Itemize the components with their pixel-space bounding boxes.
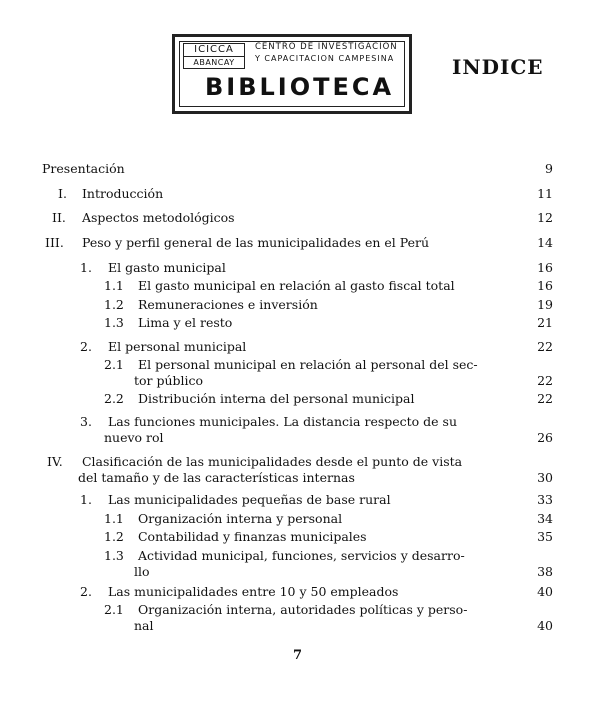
toc-text: El personal municipal en relación al personal del sec- [137,357,478,372]
toc-number: 3. [80,414,92,429]
toc-page: 30 [537,470,553,485]
toc-page: 11 [537,186,553,201]
stamp-line-2: Y CAPACITACION CAMPESINA [255,54,395,63]
toc-entry-continuation [134,373,203,389]
toc-page: 40 [537,618,553,633]
toc-number: 1. [80,492,92,507]
toc-text: Actividad municipal, funciones, servicios y desarro- [137,548,465,563]
toc-entry-personal-municipal [80,339,246,355]
toc-number: 1.3 [104,315,124,330]
toc-entry-organizacion [104,511,342,527]
toc-entry-distribucion [104,391,415,407]
library-stamp [172,34,412,114]
toc-number: 2. [80,339,92,354]
toc-entry-gasto-fiscal [104,278,455,294]
toc-page: 19 [537,297,553,312]
toc-page: 22 [537,339,553,354]
toc-page: 33 [537,492,553,507]
toc-text: Las municipalidades pequeñas de base rural [107,492,391,507]
toc-number: 1.2 [104,529,124,544]
toc-text-continued: nuevo rol [104,430,164,445]
toc-text: Las funciones municipales. La distancia respecto de su [107,414,458,429]
toc-page: 9 [545,161,553,176]
toc-entry-remuneraciones [104,297,318,313]
toc-page: 22 [537,373,553,388]
toc-page: 12 [537,210,553,225]
toc-page: 40 [537,584,553,599]
stamp-box-top: ICICCA [184,44,244,57]
toc-entry-presentacion [42,161,125,177]
toc-text: Presentación [42,161,125,176]
toc-entry-personal-sector [104,357,478,373]
toc-entry-continuation [134,618,154,634]
toc-page: 26 [537,430,553,445]
toc-number: I. [58,186,67,201]
toc-page: 22 [537,391,553,406]
toc-text: Remuneraciones e inversión [137,297,318,312]
toc-text: El gasto municipal [107,260,226,275]
toc-text-continued: tor público [134,373,204,388]
toc-text-continued: del tamaño y de las características internas [78,470,355,485]
toc-entry-actividad [104,548,465,564]
toc-page: 35 [537,529,553,544]
toc-number: 1.1 [104,511,124,526]
toc-text-continued: nal [134,618,154,633]
toc-page: 14 [537,235,553,250]
toc-entry-pequenas [80,492,391,508]
page-title: INDICE [452,55,544,79]
toc-text: El gasto municipal en relación al gasto fiscal total [137,278,455,293]
toc-number: 2.1 [104,357,124,372]
toc-page: 16 [537,260,553,275]
toc-text: Aspectos metodológicos [81,210,235,225]
toc-page: 34 [537,511,553,526]
toc-number: 1.3 [104,548,124,563]
toc-text: Contabilidad y finanzas municipales [137,529,367,544]
toc-page: 16 [537,278,553,293]
toc-entry-funciones [80,414,457,430]
toc-entry-aspectos [52,210,235,226]
toc-text: Organización interna, autoridades políticas y perso- [137,602,468,617]
toc-entry-entre-10-50 [80,584,398,600]
toc-entry-continuation [104,430,164,446]
page-number: 7 [293,648,303,663]
toc-number: 1.1 [104,278,124,293]
toc-entry-clasificacion [47,454,462,470]
toc-text: El personal municipal [107,339,247,354]
toc-text-continued: llo [134,564,150,579]
toc-text: Las municipalidades entre 10 y 50 empleados [107,584,399,599]
toc-number: 1. [80,260,92,275]
toc-number: II. [52,210,66,225]
toc-number: 2. [80,584,92,599]
stamp-logo-box [183,43,245,69]
toc-text: Distribución interna del personal municipal [137,391,415,406]
stamp-main-text: BIBLIOTECA [205,73,395,101]
toc-text: Peso y perfil general de las municipalidades en el Perú [81,235,430,250]
toc-page: 38 [537,564,553,579]
toc-entry-continuation [78,470,355,486]
toc-entry-gasto-municipal [80,260,226,276]
toc-entry-peso-perfil [45,235,429,251]
toc-number: IV. [47,454,63,469]
toc-number: 1.2 [104,297,124,312]
toc-text: Organización interna y personal [137,511,343,526]
toc-number: 2.2 [104,391,124,406]
toc-text: Lima y el resto [137,315,233,330]
stamp-line-1: CENTRO DE INVESTIGACION [255,42,398,52]
toc-entry-continuation [134,564,150,580]
toc-entry-lima [104,315,232,331]
toc-number: III. [45,235,64,250]
toc-number: 2.1 [104,602,124,617]
toc-entry-organizacion-autoridades [104,602,467,618]
toc-text: Clasificación de las municipalidades desde el punto de vista [81,454,463,469]
toc-text: Introducción [81,186,164,201]
stamp-box-bottom: ABANCAY [193,58,235,67]
toc-entry-contabilidad [104,529,367,545]
toc-page: 21 [537,315,553,330]
toc-entry-introduccion [58,186,163,202]
